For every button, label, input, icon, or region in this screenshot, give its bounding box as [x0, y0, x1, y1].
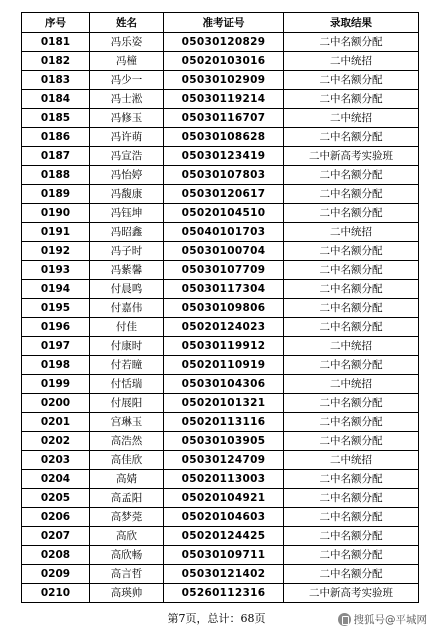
cell-admission-result: 二中名额分配: [284, 90, 419, 109]
table-row: [22, 147, 419, 166]
cell-ticket-number: 05020113116: [164, 413, 284, 432]
cell-admission-result: 二中名额分配: [284, 508, 419, 527]
cell-serial: 0196: [22, 318, 90, 337]
table-row: [22, 565, 419, 584]
cell-admission-result: 二中统招: [284, 52, 419, 71]
cell-serial: 0188: [22, 166, 90, 185]
page-footer: [0, 609, 433, 629]
cell-ticket-number: 05030123419: [164, 147, 284, 166]
cell-admission-result: 二中统招: [284, 223, 419, 242]
table-row: [22, 394, 419, 413]
cell-ticket-number: 05030119214: [164, 90, 284, 109]
cell-name: 冯修玉: [90, 109, 164, 128]
table-row: [22, 546, 419, 565]
cell-admission-result: 二中名额分配: [284, 413, 419, 432]
cell-ticket-number: 05020104921: [164, 489, 284, 508]
table-row: [22, 71, 419, 90]
header-serial: 序号: [22, 13, 90, 33]
cell-serial: 0199: [22, 375, 90, 394]
cell-admission-result: 二中统招: [284, 337, 419, 356]
cell-serial: 0187: [22, 147, 90, 166]
cell-admission-result: 二中名额分配: [284, 242, 419, 261]
cell-admission-result: 二中名额分配: [284, 432, 419, 451]
cell-admission-result: 二中统招: [284, 451, 419, 470]
cell-serial: 0207: [22, 527, 90, 546]
admission-table: [21, 12, 419, 603]
cell-name: 高瑛帅: [90, 584, 164, 603]
cell-serial: 0203: [22, 451, 90, 470]
cell-name: 冯昭鑫: [90, 223, 164, 242]
table-row: [22, 242, 419, 261]
cell-ticket-number: 05030103905: [164, 432, 284, 451]
cell-admission-result: 二中名额分配: [284, 204, 419, 223]
cell-name: 冯少一: [90, 71, 164, 90]
cell-admission-result: 二中名额分配: [284, 280, 419, 299]
cell-name: 高欣畅: [90, 546, 164, 565]
cell-name: 冯士淞: [90, 90, 164, 109]
table-row: [22, 33, 419, 52]
cell-ticket-number: 05030120617: [164, 185, 284, 204]
table-row: [22, 356, 419, 375]
cell-name: 冯子时: [90, 242, 164, 261]
table-header-row: [22, 13, 419, 33]
cell-ticket-number: 05030116707: [164, 109, 284, 128]
cell-admission-result: 二中名额分配: [284, 71, 419, 90]
admission-roster: [21, 12, 418, 603]
cell-serial: 0204: [22, 470, 90, 489]
cell-serial: 0191: [22, 223, 90, 242]
cell-name: 高言哲: [90, 565, 164, 584]
cell-name: 冯乐姿: [90, 33, 164, 52]
table-row: [22, 508, 419, 527]
cell-ticket-number: 05040101703: [164, 223, 284, 242]
cell-admission-result: 二中新高考实验班: [284, 584, 419, 603]
cell-serial: 0190: [22, 204, 90, 223]
cell-admission-result: 二中名额分配: [284, 318, 419, 337]
cell-serial: 0210: [22, 584, 90, 603]
table-row: [22, 337, 419, 356]
cell-name: 冯橦: [90, 52, 164, 71]
watermark: [338, 609, 428, 629]
cell-name: 高佳欣: [90, 451, 164, 470]
cell-ticket-number: 05030108628: [164, 128, 284, 147]
cell-ticket-number: 05020104510: [164, 204, 284, 223]
cell-serial: 0198: [22, 356, 90, 375]
cell-serial: 0189: [22, 185, 90, 204]
cell-name: 付若瞳: [90, 356, 164, 375]
table-row: [22, 584, 419, 603]
cell-admission-result: 二中新高考实验班: [284, 147, 419, 166]
cell-admission-result: 二中名额分配: [284, 470, 419, 489]
cell-ticket-number: 05030117304: [164, 280, 284, 299]
cell-admission-result: 二中统招: [284, 109, 419, 128]
table-row: [22, 489, 419, 508]
cell-serial: 0197: [22, 337, 90, 356]
table-row: [22, 413, 419, 432]
cell-ticket-number: 05030104306: [164, 375, 284, 394]
table-row: [22, 299, 419, 318]
cell-ticket-number: 05020113003: [164, 470, 284, 489]
table-row: [22, 204, 419, 223]
cell-admission-result: 二中名额分配: [284, 394, 419, 413]
cell-name: 宫琳玉: [90, 413, 164, 432]
table-row: [22, 470, 419, 489]
cell-name: 冯宣浩: [90, 147, 164, 166]
header-name: 姓名: [90, 13, 164, 33]
cell-ticket-number: 05260112316: [164, 584, 284, 603]
table-row: [22, 261, 419, 280]
header-ticket-number: 准考证号: [164, 13, 284, 33]
cell-ticket-number: 05020101321: [164, 394, 284, 413]
cell-admission-result: 二中名额分配: [284, 527, 419, 546]
cell-name: 付恬瑞: [90, 375, 164, 394]
table-row: [22, 432, 419, 451]
cell-name: 付康时: [90, 337, 164, 356]
cell-name: 冯紫馨: [90, 261, 164, 280]
cell-serial: 0186: [22, 128, 90, 147]
cell-name: 高梦莞: [90, 508, 164, 527]
cell-serial: 0201: [22, 413, 90, 432]
header-admission-result: 录取结果: [284, 13, 419, 33]
table-row: [22, 185, 419, 204]
cell-serial: 0194: [22, 280, 90, 299]
cell-admission-result: 二中名额分配: [284, 299, 419, 318]
cell-admission-result: 二中名额分配: [284, 261, 419, 280]
table-row: [22, 128, 419, 147]
cell-ticket-number: 05030121402: [164, 565, 284, 584]
watermark-text: 搜狐号@平城网: [353, 613, 427, 626]
cell-serial: 0181: [22, 33, 90, 52]
cell-name: 高孟阳: [90, 489, 164, 508]
cell-name: 付嘉伟: [90, 299, 164, 318]
table-row: [22, 451, 419, 470]
cell-serial: 0182: [22, 52, 90, 71]
cell-serial: 0208: [22, 546, 90, 565]
cell-ticket-number: 05020103016: [164, 52, 284, 71]
cell-serial: 0202: [22, 432, 90, 451]
cell-serial: 0185: [22, 109, 90, 128]
cell-admission-result: 二中名额分配: [284, 128, 419, 147]
cell-name: 冯许萌: [90, 128, 164, 147]
cell-name: 付晨鸣: [90, 280, 164, 299]
cell-ticket-number: 05020110919: [164, 356, 284, 375]
cell-serial: 0183: [22, 71, 90, 90]
table-body: [22, 33, 419, 603]
cell-admission-result: 二中名额分配: [284, 185, 419, 204]
cell-ticket-number: 05020124425: [164, 527, 284, 546]
cell-name: 高婧: [90, 470, 164, 489]
sohu-logo-icon: [338, 613, 351, 626]
cell-serial: 0205: [22, 489, 90, 508]
table-row: [22, 52, 419, 71]
cell-name: 付展阳: [90, 394, 164, 413]
cell-ticket-number: 05030120829: [164, 33, 284, 52]
table-row: [22, 527, 419, 546]
cell-ticket-number: 05030119912: [164, 337, 284, 356]
cell-name: 冯怡婷: [90, 166, 164, 185]
cell-name: 付佳: [90, 318, 164, 337]
cell-ticket-number: 05030102909: [164, 71, 284, 90]
table-row: [22, 166, 419, 185]
page-counter: 第7页，总计：68页: [167, 612, 266, 625]
cell-name: 高浩然: [90, 432, 164, 451]
cell-name: 冯钰坤: [90, 204, 164, 223]
table-row: [22, 109, 419, 128]
cell-name: 高欣: [90, 527, 164, 546]
cell-serial: 0184: [22, 90, 90, 109]
cell-serial: 0193: [22, 261, 90, 280]
table-row: [22, 90, 419, 109]
cell-ticket-number: 05030109806: [164, 299, 284, 318]
cell-admission-result: 二中名额分配: [284, 166, 419, 185]
cell-ticket-number: 05030100704: [164, 242, 284, 261]
cell-admission-result: 二中名额分配: [284, 33, 419, 52]
cell-admission-result: 二中名额分配: [284, 489, 419, 508]
cell-admission-result: 二中名额分配: [284, 356, 419, 375]
table-row: [22, 318, 419, 337]
table-row: [22, 280, 419, 299]
cell-ticket-number: 05030109711: [164, 546, 284, 565]
cell-admission-result: 二中名额分配: [284, 546, 419, 565]
cell-admission-result: 二中统招: [284, 375, 419, 394]
cell-serial: 0200: [22, 394, 90, 413]
cell-ticket-number: 05020104603: [164, 508, 284, 527]
cell-serial: 0195: [22, 299, 90, 318]
cell-serial: 0206: [22, 508, 90, 527]
cell-serial: 0209: [22, 565, 90, 584]
table-row: [22, 223, 419, 242]
table-row: [22, 375, 419, 394]
cell-ticket-number: 05030107803: [164, 166, 284, 185]
cell-ticket-number: 05030107709: [164, 261, 284, 280]
cell-name: 冯馥康: [90, 185, 164, 204]
cell-ticket-number: 05020124023: [164, 318, 284, 337]
cell-serial: 0192: [22, 242, 90, 261]
cell-admission-result: 二中名额分配: [284, 565, 419, 584]
cell-ticket-number: 05030124709: [164, 451, 284, 470]
